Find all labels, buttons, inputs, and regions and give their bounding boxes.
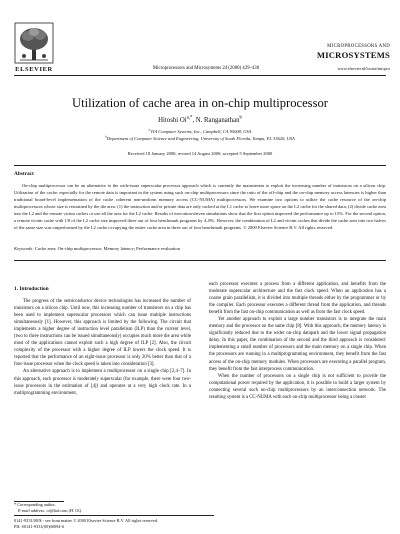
author-separator: , N. Ranganathan xyxy=(192,117,240,124)
paragraph: The progress of the semiconductor device technologies has increased the number of transistors on a silicon chip. Until now, this increasing number of transistors on a chip has been used to implement superscalar processors which can issue multiple instructions simultaneously [1]. However, this approach is limited by the following. The circuit that implements a higher degree of instruction level parallelism (ILP) than the current level, (two to three instructions can be issued simultaneously) occupies much more die area while most of the applications cannot exploit such a high degree of ILP [2]. Also, the circuit complexity of the processor with a higher degree of ILP lowers the clock speed. It is reported that the performance of an eight-issue processor is only 20% better than that of a four-issue processor when the clock speed is taken into consideration [3]. xyxy=(14,299,191,368)
author-line xyxy=(14,117,386,124)
journal-citation: Microprocessors and Microsystems 24 (2000) 429–438 xyxy=(152,66,260,71)
abstract-bottom-rule xyxy=(14,260,386,261)
header-rule xyxy=(14,75,386,76)
paragraph: Yet another approach to exploit a large number transistors is to integrate the main memory and the processor on the same chip [8]. With this approach, the memory latency is significantly reduced due to the wider on-chip datapath and the lower signal propagation delay. In this paper, the combination of the second and the third approach is considered: implementing a small number of processors and the main memory on a single chip. When the processors are running in a multiprogramming environment, they benefit from the fast access of the on-chip memory modules. When processors are executing a parallel program, they benefit from the fast interprocess communication. xyxy=(209,317,386,372)
publisher-name: ELSEVIER xyxy=(15,66,53,73)
paragraph: each processor executes a process from a different application, and benefits from the moderate superscalar architecture and the fast clock speed. When an application has a coarse grain parallelism, it is divided into multiple threads either by the programmer or by the compiler. Each processor executes a different thread from the application, and threads benefit from the fast on-chip communication as well as from the fast clock speed. xyxy=(209,282,386,316)
abstract-text: On-chip multiprocessor can be an alternative to the wide-issue superscalar processor approach which is currently the mainstream to exploit the increasing number of transistors on a silicon chip. Utilization of the cache, especially for the remote data is important in the system using such on-chip multiprocessors since the ratio of the off-chip and the on-chip memory access latencies is higher than traditional board-level implementation of the cache coherent non-uniform memory access (CC-NUMA) multiprocessors. We examine two options to utilize the cache resource of the on-chip multiprocessors whose size is restrained by the die area: (1) the instruction and/or private data are only cached at the L1 cache to leave more space on the L2 cache for the shared data; (2) divide cache area into the L2 and the remote victim caches or use all the area for the L2 cache. Results of execution-driven simulations show that the first option improved the performance up to 15%. For the second option, a remote victim cache with 1/8 of the L2 cache size improved three out of four benchmark programs by 4–8%. However, the combination of L2 and victim caches that divide the cache area into two halves of the same size was outperformed by the L2 cache occupying the entire cache area in three out of four benchmark programs. © 2000 Elsevier Science B.V. All rights reserved. xyxy=(14,183,386,231)
left-column xyxy=(14,298,191,397)
author-name: Hitoshi Oi xyxy=(158,117,187,124)
keywords-line xyxy=(14,246,386,251)
paragraph: When the number of processors on a single chip is not sufficient to provide the computational power required by the application, it is possible to build a larger system by connecting several such on-chip multiprocessors by an interconnection network. The resulting system is a CC-NUMA with each on-chip multiprocessor being a cluster xyxy=(209,373,386,400)
author-superscript: a,* xyxy=(186,115,193,121)
abstract-heading: Abstract xyxy=(14,171,34,177)
received-dates: Received 18 January 2000; revised 14 August 2000; accepted 5 September 2000 xyxy=(127,151,273,156)
author-superscript: b xyxy=(239,115,242,121)
affiliation-b: $^b$Department of Computer Science and Engineering, University of South Florida, Tampa, FL 33620, USA xyxy=(105,134,295,141)
paragraph: An alternative approach is to implement a multiprocessor on a single chip [2,4–7]. In this approach, each processor is moderately superscalar (for example, there were four two-issue processors in the estimation of [4]) and operates at a very high clock rate. In a multiprogramming environment, xyxy=(14,369,191,396)
affiliation-a: $^a$VIA Computer Systems, Inc., Campbell, CA 95008, USA xyxy=(148,127,252,134)
abstract-top-rule xyxy=(14,165,386,166)
journal-brand-small: MICROPROCESSORS AND xyxy=(327,44,390,49)
journal-url[interactable]: www.elsevier.nl/locate/micpro xyxy=(337,66,390,71)
copyright-notice: 0141-9331/00/$ - see front matter © 2000 Elsevier Science B.V. All rights reserved. PII: S0141-9331(00)00094-6 xyxy=(14,518,159,529)
section-heading: 1. Introduction xyxy=(14,286,49,292)
footnote: * Corresponding author. E-mail address: oi@hal.com (H. Oi). xyxy=(14,502,83,513)
article-title: Utilization of cache area in on-chip multiprocessor xyxy=(72,96,328,110)
elsevier-tree-logo xyxy=(14,22,54,64)
author-email[interactable]: oi@hal.com (H. Oi). xyxy=(45,508,83,513)
copyright-rule xyxy=(14,515,214,516)
journal-brand-large: MICROSYSTEMS xyxy=(316,50,390,60)
keywords-label: Keywords: xyxy=(14,246,34,251)
keywords-list: Cache area; On-chip multiprocessor; Memory latency; Performance evaluation xyxy=(33,246,180,251)
right-column xyxy=(209,281,386,401)
